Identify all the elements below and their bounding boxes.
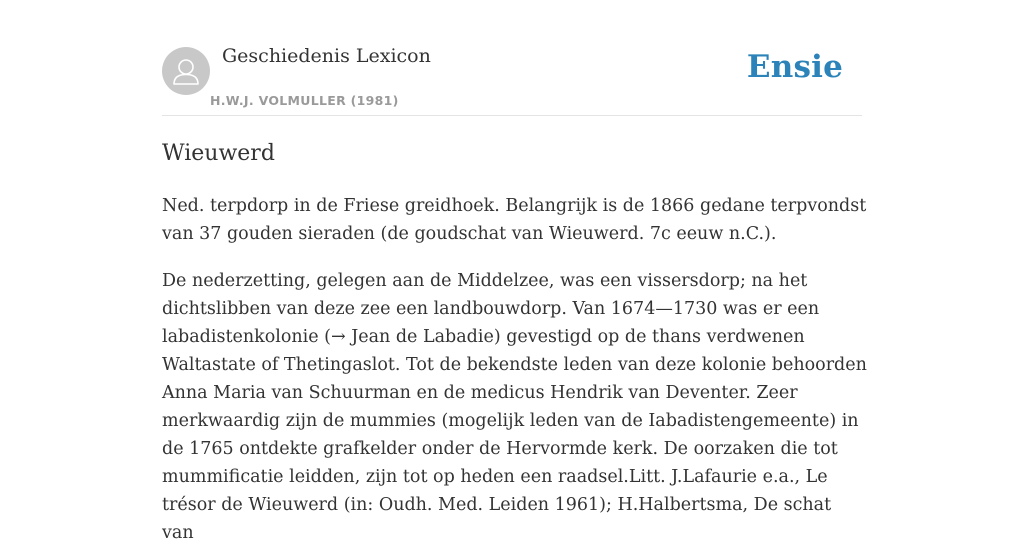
article-paragraph: Ned. terpdorp in de Friese greidhoek. Belangrijk is de 1866 gedane terpvondst van 37 gouden sieraden (de goudschat van Wieuwerd. 7c eeuw n.C.). (162, 196, 867, 244)
avatar[interactable] (162, 47, 210, 95)
article-title: Wieuwerd (162, 141, 275, 166)
book-title-link[interactable]: Geschiedenis Lexicon (222, 45, 431, 67)
article (162, 138, 868, 547)
author-byline: H.W.J. VOLMULLER (1981) (210, 93, 399, 108)
header (162, 0, 862, 116)
article-paragraph: De nederzetting, gelegen aan de Middelzee, was een vissersdorp; na het dichtslibben van deze zee een landbouwdorp. Van 1674—1730 was er een labadistenkolonie (→ Jean de Labadie) gevestigd op de thans verdwenen Waltastate of Thetingaslot. Tot de bekendste leden van deze kolonie behoorden Anna Maria van Schuurman en de medicus Hendrik van Deventer. Zeer merkwaardig zijn de mummies (mogelijk leden van de Iabadistengemeente) in de 1765 ontdekte grafkelder onder de Hervormde kerk. De oorzaken die tot mummificatie leidden, zijn tot op heden een raadsel.Litt. J.Lafaurie e.a., Le trésor de Wieuwerd (in: Oudh. Med. Leiden 1961); H.Halbertsma, De schat van (162, 271, 867, 543)
brand-logo[interactable]: Ensie (746, 49, 843, 85)
user-outline-icon (162, 47, 210, 95)
